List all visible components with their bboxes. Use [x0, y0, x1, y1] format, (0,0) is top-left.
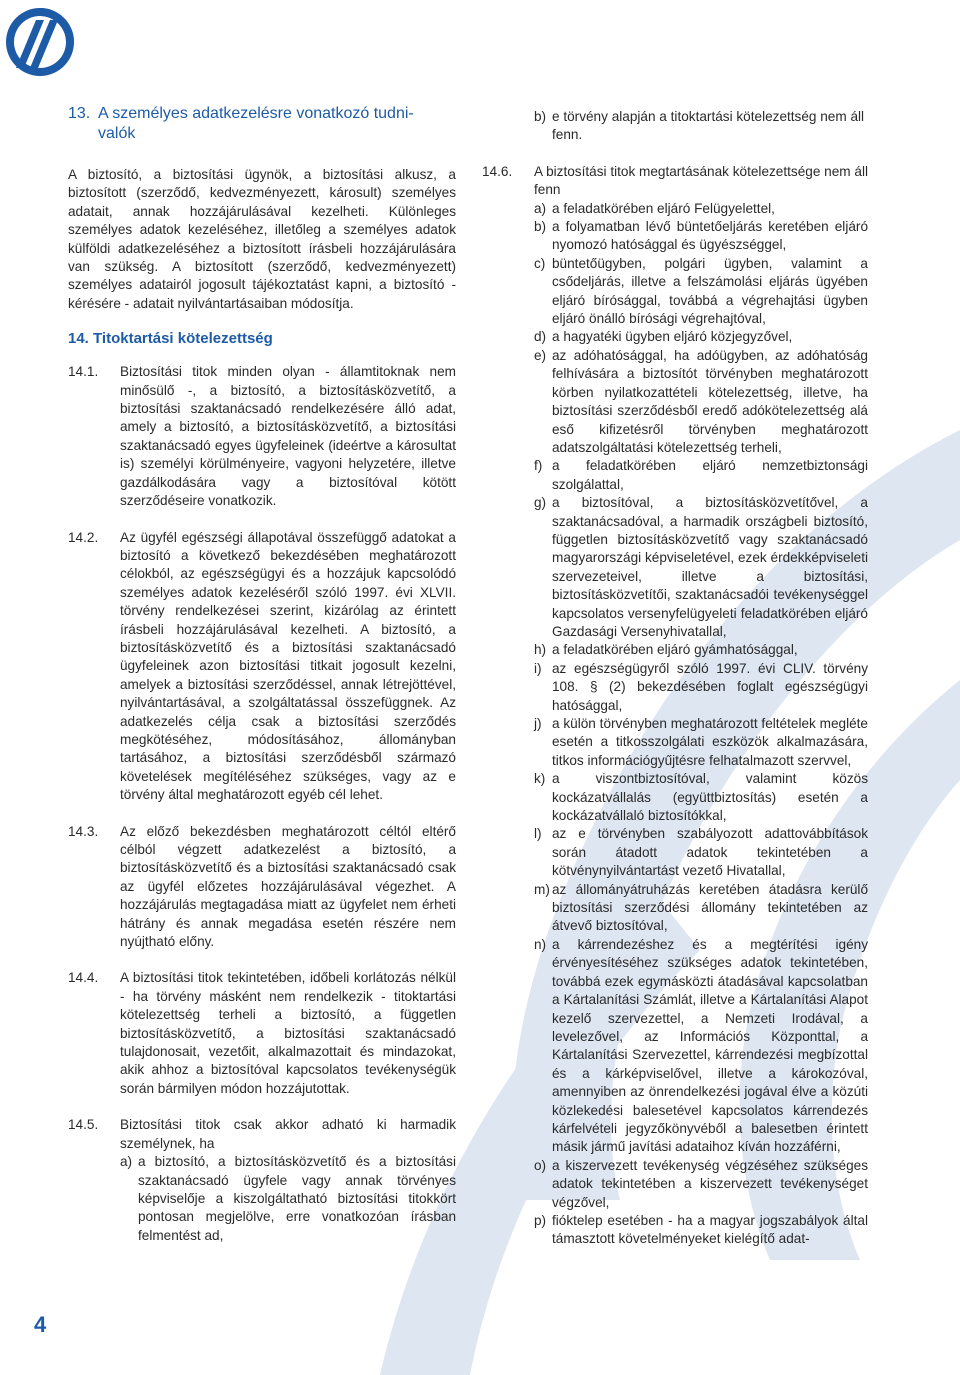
list-item: [534, 494, 868, 641]
list-text: az adóhatósággal, ha adóügyben, az adóhatóság felhívására a biztosítót törvényben meghatározott körben nyilatkozattételi kötelezettség, illetve, ha biztosítási szerződésből eredő adókötelezettség alá eső kifizetésről törvényben meghatározott adatszolgáltatási kötelezettség terheli,: [552, 347, 868, 455]
list-item: [534, 457, 868, 494]
section-number: 14.1.: [68, 364, 99, 380]
section-number: 14.4.: [68, 970, 99, 986]
list-key: o): [534, 1157, 547, 1173]
list-text: a feladatkörében eljáró Felügyelettel,: [552, 200, 775, 216]
list-key: k): [534, 771, 546, 787]
section-text: Az előző bekezdésben meghatározott céltól eltérő célból végzett adatkezelést a biztosító, a biztosításközvetítő és a biztosítási szaktanácsadó csak az ügyfél előzetes hozzájárulásával végezhet. A hozzájárulás megtagadása miatt az ügyfelet nem érheti hátrány és annak megadása esetén részére nem nyújtható előny.: [120, 823, 456, 950]
section-number: 14.6.: [482, 163, 513, 179]
list-item: [534, 770, 868, 825]
list-key: c): [534, 255, 546, 271]
section-13-title-line2: valók: [98, 125, 136, 142]
section-14-3: [68, 823, 456, 952]
list-item: [534, 218, 868, 255]
list-key: a): [534, 200, 547, 216]
list-item: [534, 825, 868, 880]
list-item: [534, 715, 868, 770]
list-text: a hagyatéki ügyben eljáró közjegyzővel,: [552, 329, 793, 345]
section-14-2: [68, 529, 456, 805]
section-text: Biztosítási titok minden olyan - államtitoknak nem minősülő -, a biztosító, a biztosításközvetítő, a biztosítási szaktanácsadó rendelkezésére álló adat, amely a biztosító, a biztosításközvetítő, a biztosítási szaktanácsadó egyes ügyfeleinek (ideértve a károsultat is) személyi körülményeire, vagyoni helyzetére, illetve gazdálkodására vagy a biztosítóval kötött szerződéseire vonatkozik.: [120, 364, 456, 509]
section-number: 14.5.: [68, 1117, 99, 1133]
list-text: büntetőügyben, polgári ügyben, valamint a csődeljárás, illetve a felszámolási eljárás ügyében eljáró bírósággal, továbbá a végrehajtási ügyben eljáró önálló bírósági végrehajtóval,: [552, 255, 868, 327]
list-key: b): [534, 109, 547, 124]
section-13-title-line1: A személyes adatkezelésre vonatkozó tudni-: [98, 105, 414, 122]
list-item: [534, 1212, 868, 1249]
list-key: m): [534, 881, 550, 897]
left-column: [68, 104, 456, 1263]
list-text: a kiszervezett tevékenység végzéséhez szükséges adatok tekintetében a kiszervezett tevékenységet végzővel,: [552, 1157, 868, 1210]
list-item: [534, 200, 868, 218]
section-number: 14.3.: [68, 823, 99, 839]
list-text: a feladatkörében eljáró gyámhatósággal,: [552, 642, 798, 658]
section-14-heading: 14. Titoktartási kötelezettség: [68, 330, 273, 348]
list-text: a külön törvényben meghatározott feltételek megléte esetén a titkosszolgálati eszközök alkalmazására, titkos információgyűjtésre felhatalmazott szervvel,: [552, 716, 868, 768]
list-item: [534, 347, 868, 457]
list-key: n): [534, 936, 547, 952]
list-key: e): [534, 347, 547, 363]
section-13-heading: [68, 104, 456, 144]
section-14-6: [482, 163, 868, 1249]
section-text: A biztosítási titok megtartásának kötelezettsége nem áll fenn: [534, 163, 868, 198]
section-14-5: [68, 1116, 456, 1245]
section-14-6-list: [534, 200, 868, 1249]
list-key: h): [534, 642, 547, 658]
list-text: a folyamatban lévő büntetőeljárás keretében eljáró nyomozó hatósággal és ügyészséggel,: [552, 219, 868, 253]
list-item: [534, 641, 868, 659]
list-text: az állományátruházás keretében átadásra kerülő biztosítási szerződési állomány tekintetében az átvevő biztosítóval,: [552, 881, 868, 934]
list-key: d): [534, 329, 547, 345]
list-text: a biztosítóval, a biztosításközvetítővel, a szaktanácsadóval, a harmadik országbeli biztosító, független biztosításközvetítő vagy szaktanácsadó magyarországi képviseletével, ezek érdekképviseleti szervezeteivel, illetve a biztosítási, biztosításközvetítői, szaktanácsadói tevékenységgel kapcsolatos versenyfelügyeleti feladatkörében eljáró Gazdasági Versenyhivatallal,: [552, 495, 868, 639]
list-item: [482, 108, 868, 145]
list-item: [534, 328, 868, 346]
list-item: [534, 936, 868, 1157]
section-13-number: 13.: [68, 105, 91, 122]
list-key: b): [534, 219, 547, 235]
list-key: a): [120, 1154, 133, 1170]
list-key: i): [534, 660, 542, 676]
section-13-intro: A biztosító, a biztosítási ügynök, a biztosítási alkusz, a biztosított (szerződő, kedvezményezett, károsult) személyes adatait, annak hozzájárulásával kezelheti. Különleges személyes adatok kezeléséhez, illetőleg a személyes adatok külföldi adatkezeléséhez a biztosított írásbeli hozzájárulására van szükség. A biztosított (szerződő, kedvezményezett) személyes adatairól jogosult tájékoztatást kapni, a biztosító - kérésére - adatait nyilvántartásaiban módosítja.: [68, 167, 456, 311]
list-text: e törvény alapján a titoktartási kötelezettség nem áll fenn.: [552, 109, 865, 143]
list-key: p): [534, 1212, 547, 1228]
list-text: a kárrendezéshez és a megtérítési igény érvényesítéséhez szükséges adatok tekintetében, továbbá ezek egymásközti átadásával kapcsolatban a Kártalanítási Számlát, illetve a Kártalanítási Alapot kezelő szervezettel, a Nemzeti Irodával, a levelezővel, az Információs Központtal, a Kártalanítási Szervezettel, kárrendezési megbízottal és a kárképviselővel, illetve a károkozóval, amennyiben az önrendelkezési jogával élve a közúti közlekedési balesetével kapcsolatos kárrendezés kárfelvételi jegyzőkönyvéből a balesetben érintett másik jármű javítási adataihoz kíván hozzáférni,: [552, 936, 868, 1155]
list-item: [534, 660, 868, 715]
list-key: f): [534, 458, 543, 474]
list-item: [534, 1157, 868, 1212]
list-text: a viszontbiztosítóval, valamint közös kockázatvállalás (együttbiztosítás) esetén a kockázatvállaló biztosítókkal,: [552, 771, 868, 824]
list-item: [534, 255, 868, 329]
section-text: A biztosítási titok tekintetében, időbeli korlátozás nélkül - ha törvény másként nem rendelkezik - titoktartási kötelezettség terheli a biztosító, a független biztosításközvetítő, a biztosítási szaktanácsadó tulajdonosait, vezetőit, alkalmazottait és mindazokat, akik ahhoz a biztosítóval kapcsolatos tevékenységük során bármilyen módon hozzájutottak.: [120, 970, 456, 1096]
list-key: j): [534, 716, 542, 731]
right-column: [482, 108, 868, 1249]
page-number: 4: [34, 1312, 47, 1337]
list-key: g): [534, 495, 547, 511]
section-number: 14.2.: [68, 529, 99, 545]
section-14-4: [68, 969, 456, 1098]
list-text: a feladatkörében eljáró nemzetbiztonsági szolgálattal,: [552, 458, 868, 492]
list-item: [534, 881, 868, 936]
section-14-1: [68, 363, 456, 510]
list-item: [120, 1153, 456, 1245]
section-text: Az ügyfél egészségi állapotával összefüggő adatokat a biztosító a következő bekezdésében meghatározott célokból, az egészségügyi és a hozzájuk kapcsolódó személyes adatok kezeléséről szóló 1997. évi XLVII. törvény rendelkezései szerint, kizárólag az érintett írásbeli hozzájárulásával kezelheti. A biztosító, a biztosításközvetítő és a biztosítási szaktanácsadó ügyfeleinek azon biztosítási titkait jogosult kezelni, amelyek a biztosítási szerződéssel, annak létrejöttével, nyilvántartásával, a szolgáltatással összefüggnek. Az adatkezelés célja csak a biztosítási szerződés megkötéséhez, módosításához, állományban tartásához, a biztosítási szerződésből származó követelések megítéléséhez szükséges, vagy az e törvény által meghatározott egyéb cél lehet.: [120, 529, 456, 803]
company-logo-icon: [4, 6, 76, 78]
list-text: a biztosító, a biztosításközvetítő és a biztosítási szaktanácsadó ügyfele vagy annak törvényes képviselője a kiszolgáltatható biztosítási titokkört pontosan megjelölve, erre vonatkozóan írásban felmentést ad,: [138, 1154, 456, 1243]
list-text: az egészségügyről szóló 1997. évi CLIV. törvény 108. § (2) bekezdésében foglalt egészségügyi hatósággal,: [552, 660, 868, 713]
list-text: az e törvényben szabályozott adattovábbítások során átadott adatok tekintetében a kötvénynyilvántartást vezető Hivatallal,: [552, 826, 868, 879]
list-text: fióktelep esetében - ha a magyar jogszabályok által támasztott követelményeket kielégítő adat-: [552, 1212, 868, 1247]
list-key: l): [534, 826, 542, 842]
section-text: Biztosítási titok csak akkor adható ki harmadik személynek, ha: [120, 1117, 456, 1151]
